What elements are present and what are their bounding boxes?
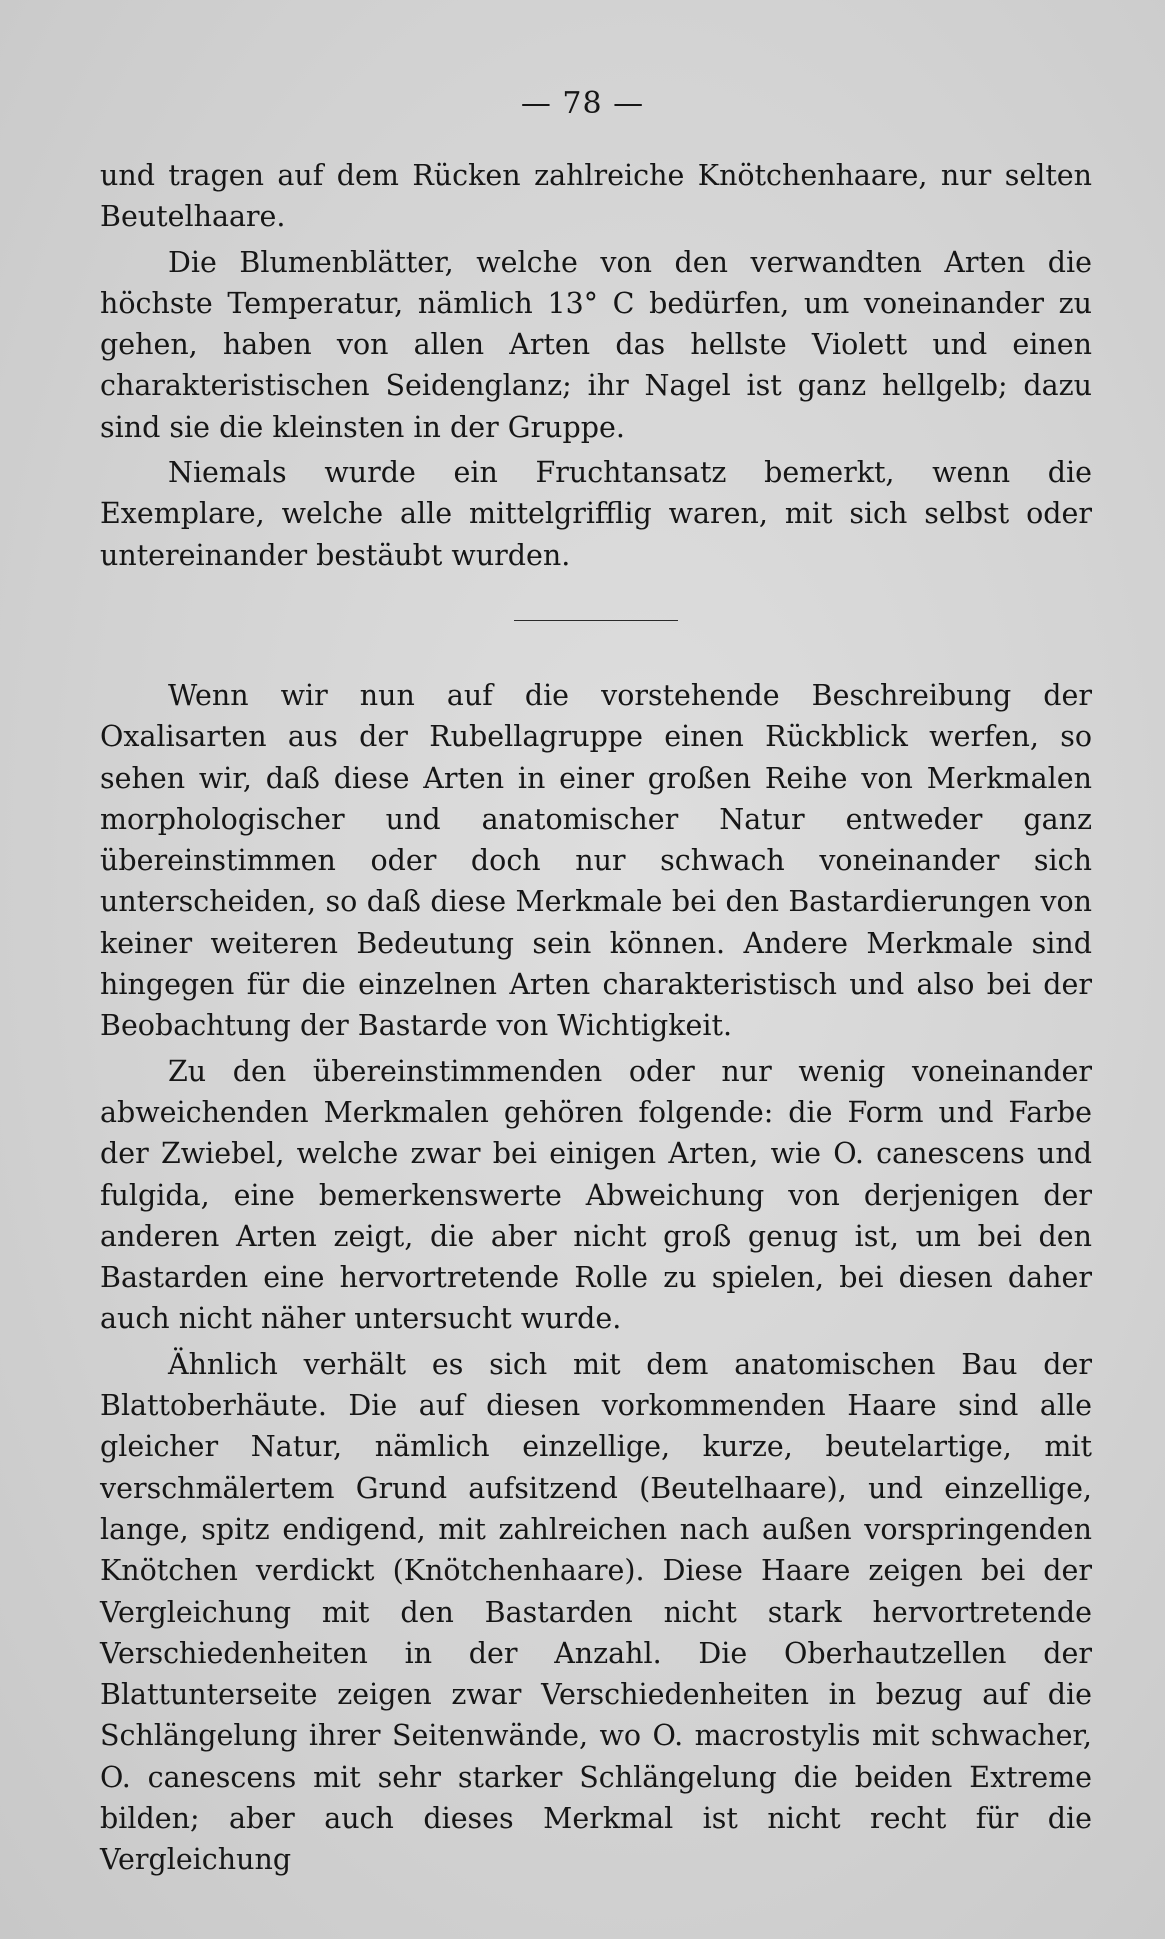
paragraph: Wenn wir nun auf die vorstehende Beschreibung der Oxalisarten aus der Rubellagruppe einen Rückblick werfen, so sehen wir, daß diese Arten in einer großen Reihe von Merkmalen morphologischer und anatomischer Natur entweder ganz übereinstimmen oder doch nur schwach voneinander sich unterscheiden, so daß diese Merkmale bei den Bastardierungen von keiner weiteren Bedeutung sein können. Andere Merkmale sind hingegen für die einzelnen Arten charakteristisch und also bei der Beobachtung der Bastarde von Wichtigkeit. [100,679,1092,1043]
paragraph: und tragen auf dem Rücken zahlreiche Knötchenhaare, nur selten Beutelhaare. [100,159,1092,234]
text-section-summary [100,675,1092,1881]
paragraph: Ähnlich verhält es sich mit dem anatomischen Bau der Blattoberhäute. Die auf diesen vorkommenden Haare sind alle gleicher Natur, nämlich einzellige, kurze, beutelartige, mit verschmälertem Grund aufsitzend (Beutelhaare), und einzellige, lange, spitz endigend, mit zahlreichen nach außen vorspringenden Knötchen verdickt (Knötchenhaare). Diese Haare zeigen bei der Vergleichung mit den Bastarden nicht stark hervortretende Verschiedenheiten in der Anzahl. Die Oberhautzellen der Blattunterseite zeigen zwar Verschiedenheiten in bezug auf die Schlängelung ihrer Seitenwände, wo O. macrostylis mit schwacher, O. canescens mit sehr starker Schlängelung die beiden Extreme bilden; aber auch dieses Merkmal ist nicht recht für die Vergleichung [100,1347,1092,1877]
text-section-continuation [100,155,1092,576]
section-divider [514,620,678,621]
paragraph: Die Blumenblätter, welche von den verwandten Arten die höchste Temperatur, nämlich 13° C bedürfen, um voneinander zu gehen, haben von allen Arten das hellste Violett und einen charakteristischen Seidenglanz; ihr Nagel ist ganz hellgelb; dazu sind sie die kleinsten in der Gruppe. [100,245,1092,444]
paragraph: Niemals wurde ein Fruchtansatz bemerkt, wenn die Exemplare, welche alle mittelgrifflig waren, mit sich selbst oder untereinander bestäubt wurden. [100,456,1092,572]
paragraph: Zu den übereinstimmenden oder nur wenig voneinander abweichenden Merkmalen gehören folgende: die Form und Farbe der Zwiebel, welche zwar bei einigen Arten, wie O. canescens und fulgida, eine bemerkenswerte Abweichung von derjenigen der anderen Arten zeigt, die aber nicht groß genug ist, um bei den Bastarden eine hervortretende Rolle zu spielen, bei diesen daher auch nicht näher untersucht wurde. [100,1054,1092,1336]
page-number: — 78 — [520,86,645,121]
